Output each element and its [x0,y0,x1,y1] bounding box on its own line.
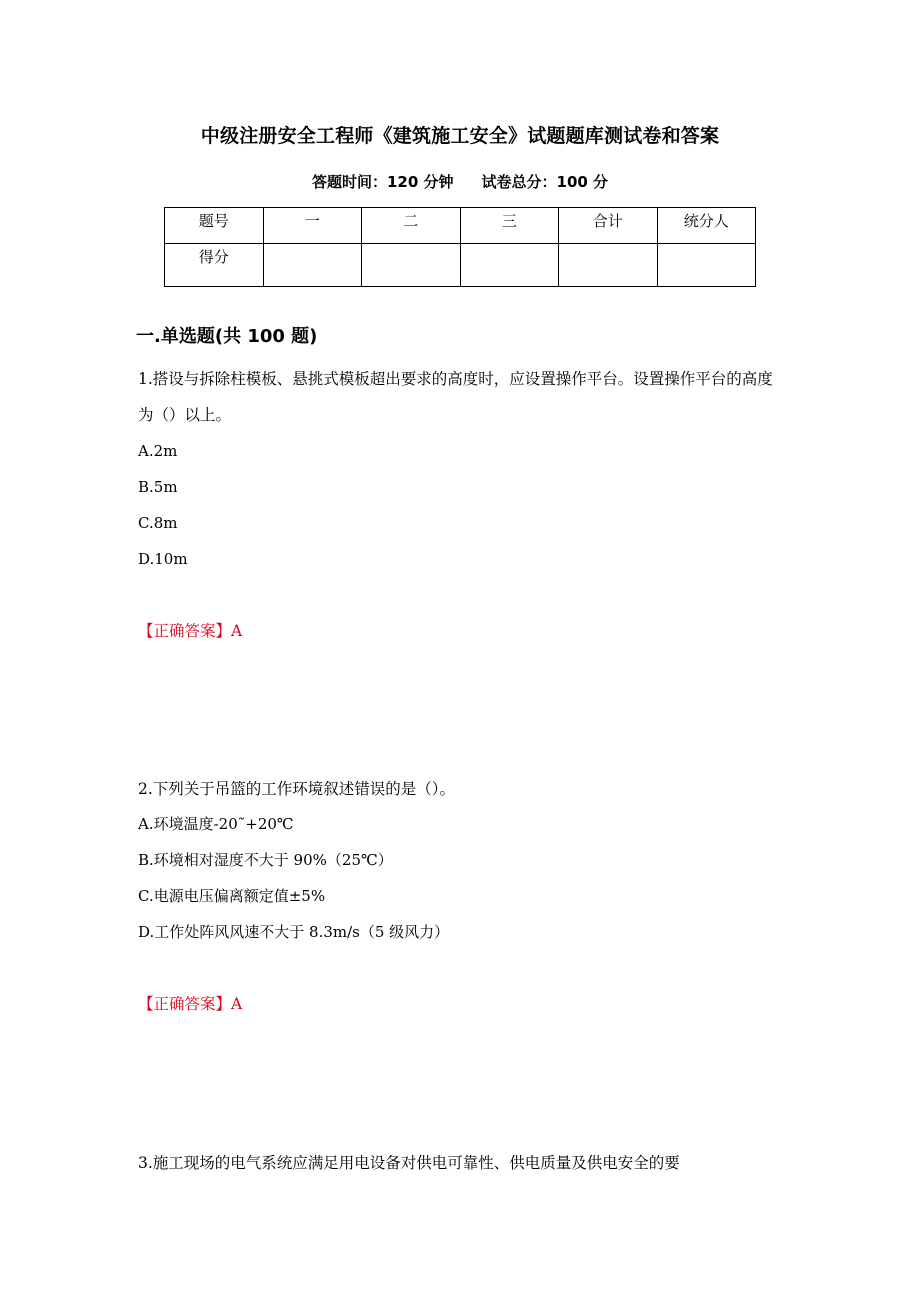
question-2-answer: 【正确答案】A [138,995,243,1013]
question-1-option-b: B.5m [138,478,178,496]
question-2-option-c: C.电源电压偏离额定值±5% [138,887,326,905]
exam-total-score: 试卷总分：100 分 [481,173,609,191]
question-3-text: 3.施工现场的电气系统应满足用电设备对供电可靠性、供电质量及供电安全的要 [138,1154,680,1172]
score-cell-part-3 [460,244,559,287]
score-row-label: 得分 [165,244,264,287]
score-table-header-row [165,208,756,244]
header-cell-grader: 统分人 [657,208,756,244]
question-1-text: 1.搭设与拆除柱模板、悬挑式模板超出要求的高度时，应设置操作平台。设置操作平台的高度为（）以上。 [138,370,773,424]
question-1-answer: 【正确答案】A [138,622,243,640]
question-2-text: 2.下列关于吊篮的工作环境叙述错误的是（）。 [138,780,456,798]
header-cell-part-3: 三 [460,208,559,244]
score-table-score-row [165,244,756,287]
score-cell-part-2 [362,244,461,287]
score-cell-total [559,244,658,287]
section-title: 一.单选题(共 100 题) [136,326,318,347]
question-2-option-b: B.环境相对湿度不大于 90%（25℃） [138,851,393,869]
question-1-option-a: A.2m [138,442,178,460]
question-1-option-c: C.8m [138,514,178,532]
score-cell-part-1 [263,244,362,287]
score-cell-grader [657,244,756,287]
header-cell-total: 合计 [559,208,658,244]
document-title: 中级注册安全工程师《建筑施工安全》试题题库测试卷和答案 [200,125,720,147]
header-cell-part-1: 一 [263,208,362,244]
question-1-option-d: D.10m [138,550,188,568]
question-2-option-a: A.环境温度-20˜+20℃ [138,815,294,833]
header-cell-part-2: 二 [362,208,461,244]
question-2-option-d: D.工作处阵风风速不大于 8.3m/s（5 级风力） [138,923,450,941]
score-table [164,207,756,287]
exam-time: 答题时间：120 分钟 [311,173,454,191]
header-cell-number: 题号 [165,208,264,244]
exam-meta [0,171,920,192]
